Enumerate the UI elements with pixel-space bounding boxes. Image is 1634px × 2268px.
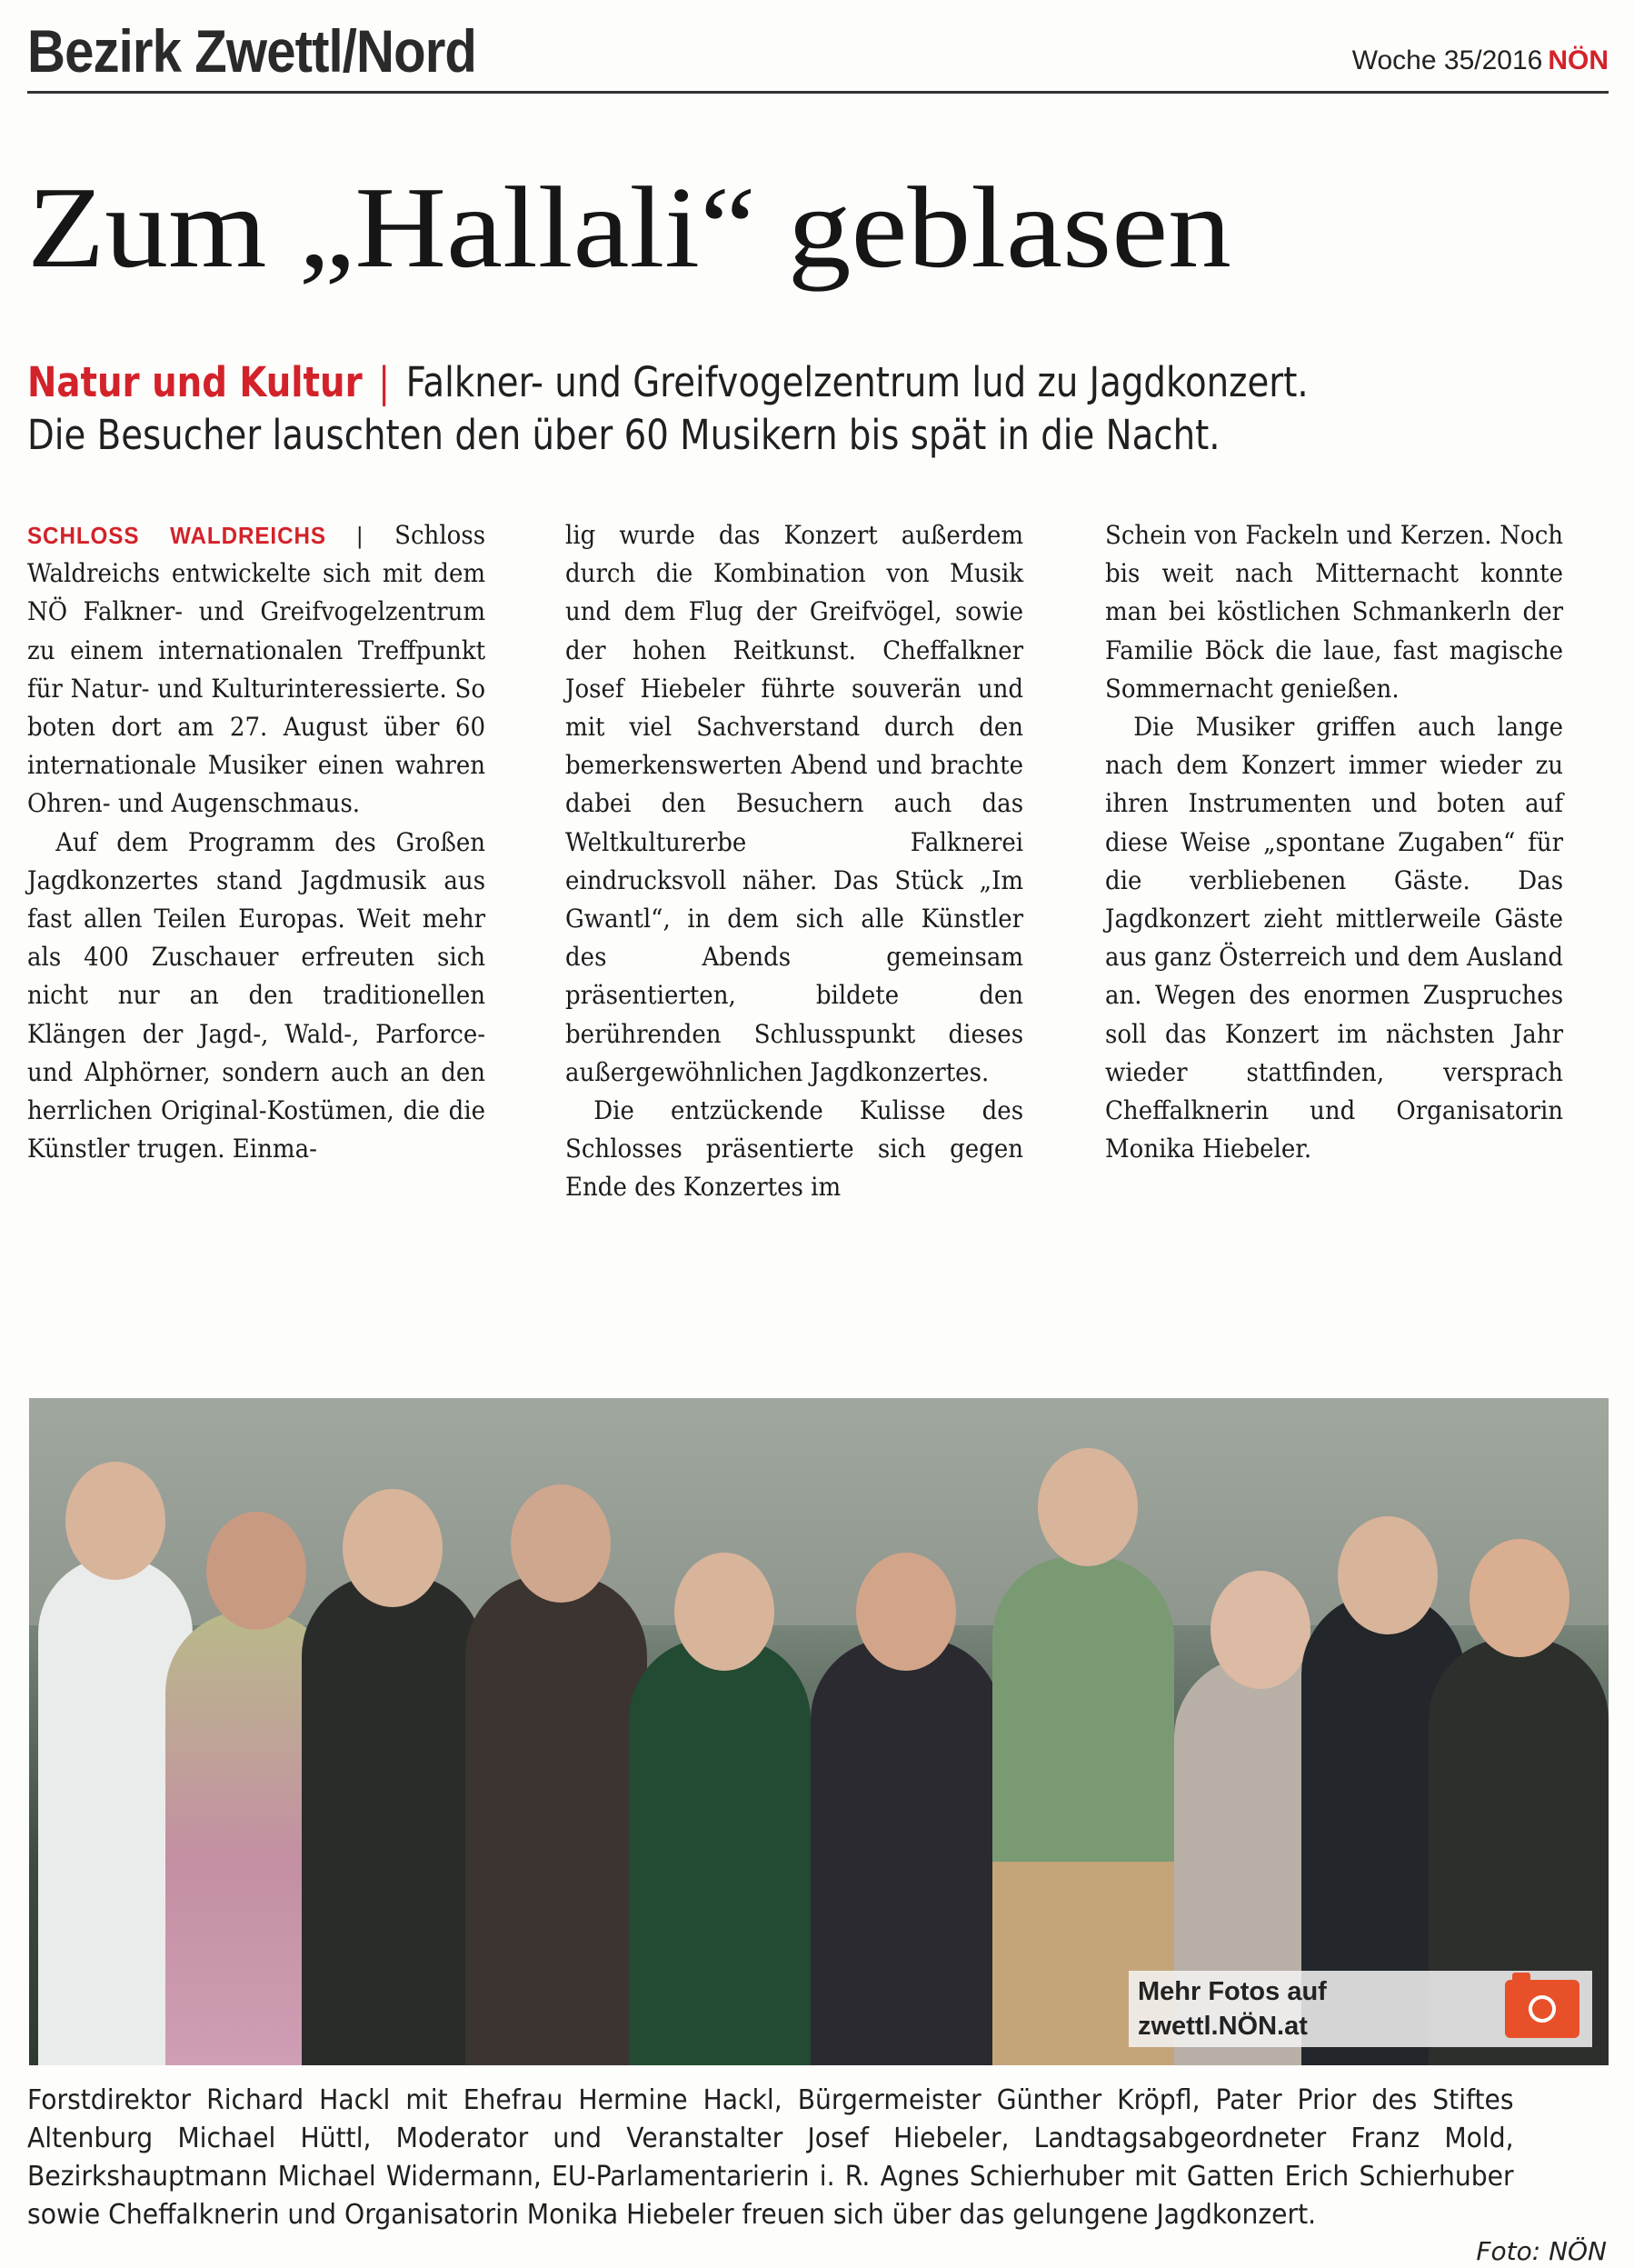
kicker-separator: | (378, 358, 391, 406)
article-column-1 (27, 516, 485, 1168)
deck-text-1: Falkner- und Greifvogelzentrum lud zu Jagdkonzert. (405, 358, 1309, 406)
more-photos-line-1: Mehr Fotos auf (1138, 1977, 1327, 2006)
brand-logo: NÖN (1548, 45, 1609, 75)
paragraph (27, 516, 485, 824)
person-head (1038, 1448, 1138, 1566)
photo-credit: Foto: NÖN (1476, 2236, 1607, 2266)
person-head (1211, 1571, 1310, 1689)
person-head (674, 1553, 774, 1671)
headline: Zum „Hallali“ geblasen (27, 163, 1231, 292)
kicker: Natur und Kultur (27, 358, 363, 406)
paragraph-text: Schloss Waldreichs entwickelte sich mit dem NÖ Falkner- und Greifvogelzentrum zu einem internationalen Treffpunkt für Natur- und Kulturinteressierte. So boten dort am 27. August über 60 internationale Musiker einen wahren Ohren- und Augenschmaus. (27, 520, 486, 819)
person-figure (302, 1574, 483, 2065)
more-photos-line-2: zwettl.NÖN.at (1138, 2012, 1308, 2041)
dateline-separator: | (356, 522, 364, 549)
paragraph: Die entzückende Kulisse des Schlosses präsentierte sich gegen Ende des Konzertes im (565, 1095, 1024, 1203)
deck-text-2: Die Besucher lauschten den über 60 Musikern bis spät in die Nacht. (27, 411, 1221, 459)
person-head (511, 1484, 611, 1603)
paragraph: Die Musiker griffen auch lange nach dem Konzert immer wieder zu ihren Instrumenten und boten auf diese Weise „spontane Zugaben“ für die verbliebenen Gäste. Das Jagdkonzert zieht mittlerweile Gäste aus ganz Österreich und dem Ausland an. Wegen des enormen Zuspruches soll das Konzert im nächsten Jahr wieder stattfinden, versprach Cheffalknerin und Organisatorin Monika Hiebeler. (1105, 712, 1564, 1164)
issue-info (1352, 45, 1609, 76)
camera-icon-bump (1512, 1973, 1530, 1982)
article-column-3 (1105, 516, 1563, 1168)
more-photos-overlay[interactable] (1129, 1971, 1592, 2047)
camera-icon (1505, 1980, 1579, 2038)
deck-line-1 (27, 356, 1387, 409)
person-head (65, 1462, 165, 1580)
person-figure (465, 1574, 647, 2065)
dateline (27, 522, 364, 549)
section-header (27, 16, 1609, 89)
person-head (1338, 1516, 1438, 1634)
person-figure (811, 1638, 1001, 2065)
paragraph: lig wurde das Konzert außerdem durch die Kombination von Musik und dem Flug der Greifvögel, sowie der hohen Reitkunst. Cheffalkner Josef Hiebeler führte souverän und mit viel Sachverstand durch den bemerkenswerten Abend und brachte dabei den Besuchern auch das Weltkulturerbe Falknerei eindrucksvoll näher. Das Stück „Im Gwantl“, in dem sich alle Künstler des Abends gemeinsam präsentierten, bildete den berührenden Schlusspunkt dieses außergewöhnlichen Jagdkonzertes. (565, 520, 1024, 1087)
person-head (856, 1553, 956, 1671)
more-photos-text (1138, 1974, 1327, 2043)
person-head (343, 1489, 443, 1607)
group-photo (29, 1398, 1609, 2065)
issue-number: Woche 35/2016 (1351, 45, 1543, 75)
header-rule (27, 91, 1609, 94)
paragraph: Schein von Fackeln und Kerzen. Noch bis weit nach Mitternacht konnte man bei köstlichen Schmankerln der Familie Böck die laue, fast magische Sommernacht genießen. (1105, 520, 1564, 704)
person-head (206, 1512, 306, 1630)
person-head (1470, 1539, 1569, 1657)
paragraph: Auf dem Programm des Großen Jagdkonzertes stand Jagdmusik aus fast allen Teilen Europas. Weit mehr als 400 Zuschauer erfreuten sich nicht nur an den traditionellen Klängen der Jagd-, Wald-, Parforce- und Alphörner, sondern auch an den herrlichen Original-Kostümen, die die Künstler trugen. Einma- (27, 826, 486, 1164)
deck (27, 356, 1387, 462)
person-figure (629, 1638, 811, 2065)
dateline-text: SCHLOSS WALDREICHS (27, 522, 326, 549)
article-column-2 (565, 516, 1023, 1207)
photo-caption: Forstdirektor Richard Hackl mit Ehefrau Hermine Hackl, Bürgermeister Günther Kröpfl, Pater Prior des Stiftes Altenburg Michael Hüttl, Moderator und Veranstalter Josef Hiebeler, Landtagsabgeordneter Franz Mold, Bezirkshauptmann Michael Widermann, EU-Parlamentarierin i. R. Agnes Schierhuber mit Gatten Erich Schierhuber sowie Cheffalknerin und Organisatorin Monika Hiebeler freuen sich über das gelungene Jagdkonzert. (27, 2084, 1514, 2231)
section-title: Bezirk Zwettl/Nord (27, 17, 477, 85)
camera-icon-lens (1529, 1995, 1556, 2023)
